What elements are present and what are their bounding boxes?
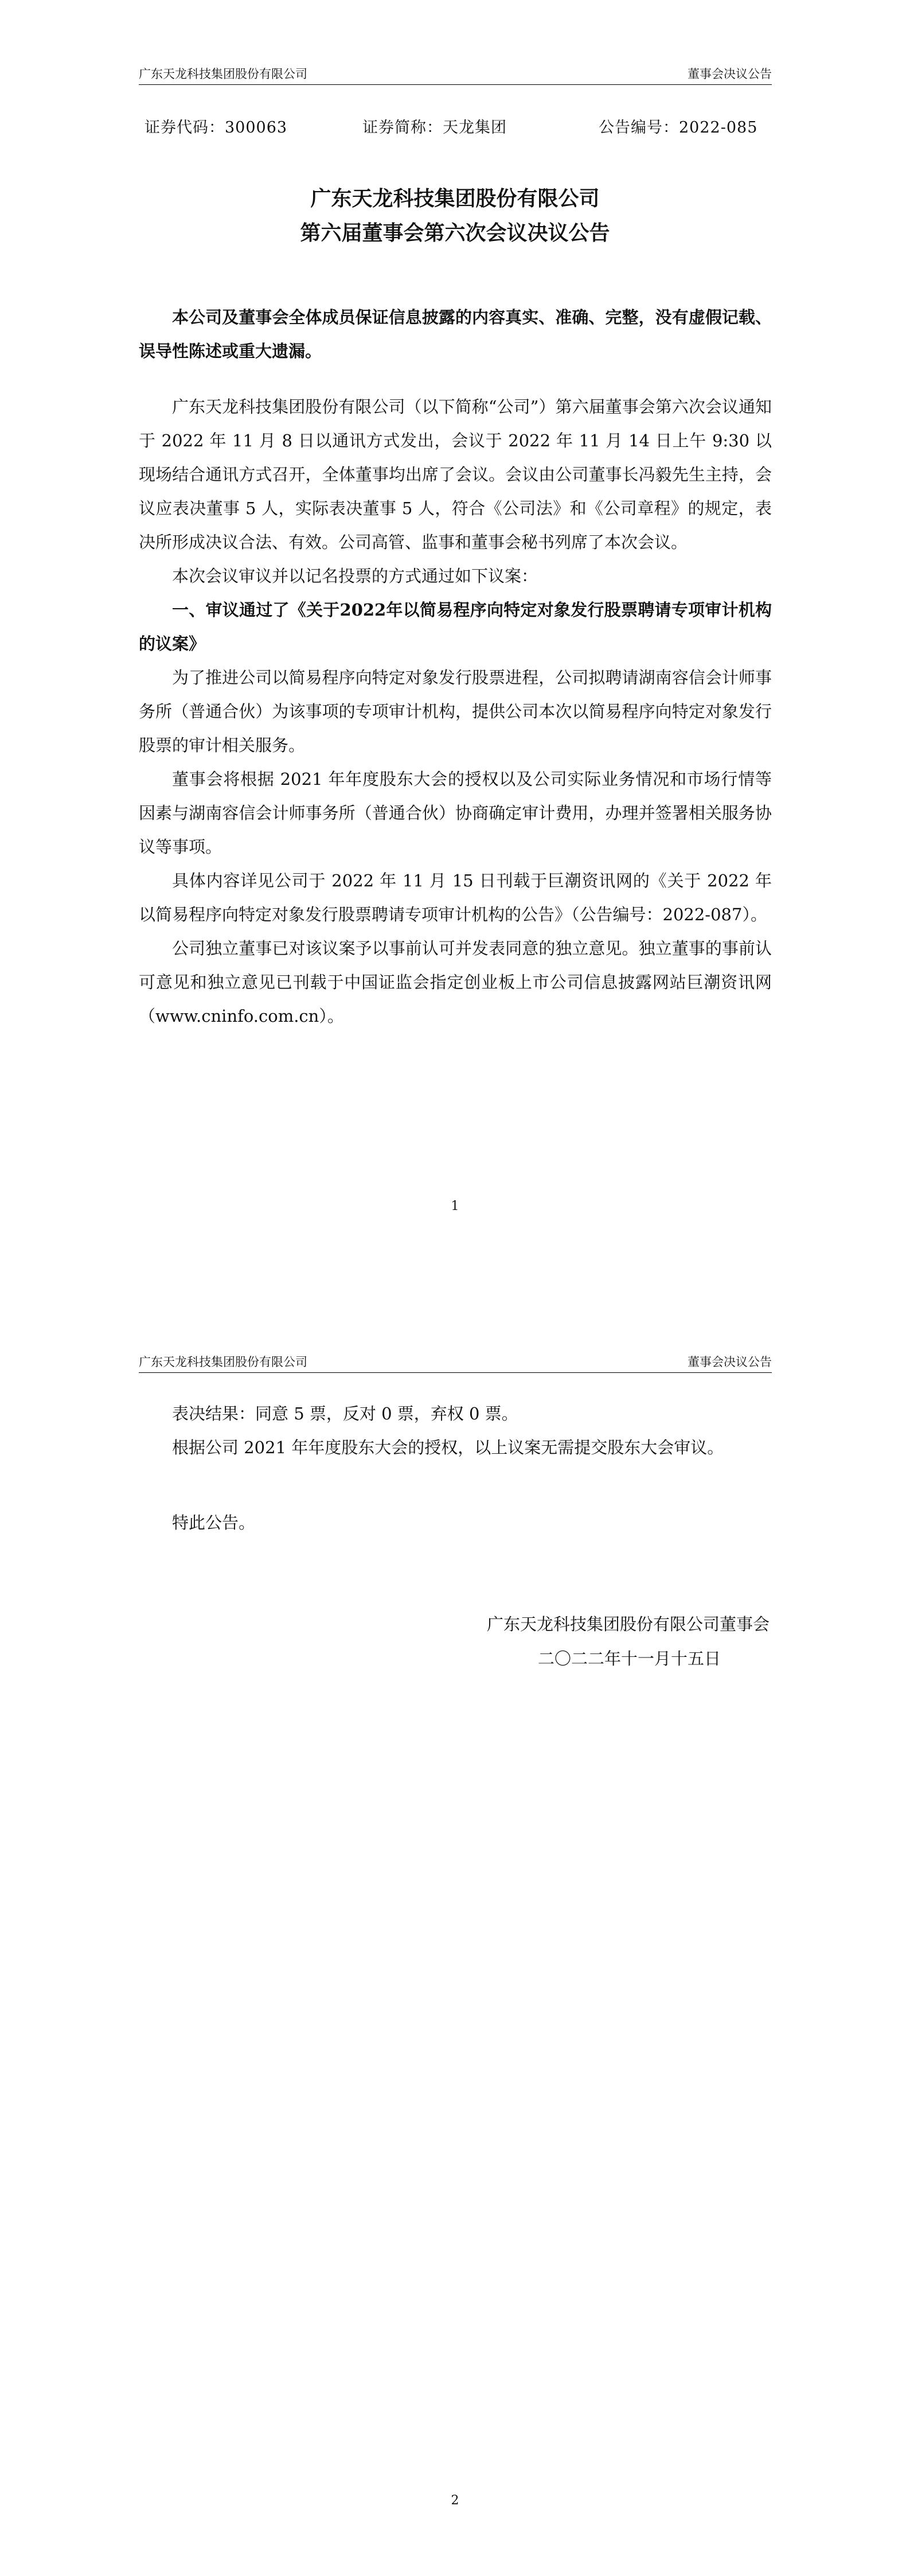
page-number-1: 1: [451, 1199, 459, 1213]
motion-paragraph-fees: 董事会将根据 2021 年年度股东大会的授权以及公司实际业务情况和市场行情等因素与湖南容信会计师事务所（普通合伙）协商确定审计费用，办理并签署相关服务协议等事项。: [139, 769, 772, 857]
closing-block: [139, 1506, 772, 1540]
authorization-note: 根据公司 2021 年年度股东大会的授权，以上议案无需提交股东大会审议。: [172, 1438, 724, 1457]
motion-title: 一、审议通过了《关于2022年以简易程序向特定对象发行股票聘请专项审计机构的议案》: [139, 600, 772, 653]
security-abbreviation: 证券简称：天龙集团: [362, 119, 507, 137]
motion-paragraph-independent-directors: 公司独立董事已对该议案予以事前认可并发表同意的独立意见。独立董事的事前认可意见和独立意见已刊载于中国证监会指定创业板上市公司信息披露网站巨潮资讯网（www.cninfo.com.cn）。: [139, 939, 772, 1026]
header-doc-type: 董事会决议公告: [688, 1355, 772, 1369]
closing-text: 特此公告。: [172, 1513, 256, 1532]
motion-paragraph-purpose: 为了推进公司以简易程序向特定对象发行股票进程，公司拟聘请湖南容信会计师事务所（普通合伙）为该事项的专项审计机构，提供公司本次以简易程序向特定对象发行股票的审计相关服务。: [139, 668, 772, 755]
security-code: 证券代码：300063: [144, 119, 288, 137]
signatory: 广东天龙科技集团股份有限公司董事会: [486, 1614, 770, 1634]
meeting-body: [139, 390, 772, 1033]
meeting-info-paragraph: 广东天龙科技集团股份有限公司（以下简称“公司”）第六届董事会第六次会议通知于 2022 年 11 月 8 日以通讯方式发出，会议于 2022 年 11 月 14 日上午 9:30 以现场结合通讯方式召开，全体董事均出席了会议。会议由公司董事长冯毅先生主持，会议应表决董事 5 人，实际表决董事 5 人，符合《公司法》和《公司章程》的规定，表决所形成决议合法、有效。公司高管、监事和董事会秘书列席了本次会议。: [139, 397, 772, 552]
page-number-2: 2: [451, 2493, 459, 2508]
header-company: 广东天龙科技集团股份有限公司: [139, 1355, 307, 1369]
voting-intro-paragraph: 本次会议审议并以记名投票的方式通过如下议案：: [172, 566, 538, 586]
running-header-2: [139, 1353, 772, 1373]
running-header: [139, 65, 772, 85]
motion-paragraph-reference: 具体内容详见公司于 2022 年 11 月 15 日刊载于巨潮资讯网的《关于 2022 年以简易程序向特定对象发行股票聘请专项审计机构的公告》（公告编号：2022-087）。: [139, 871, 772, 924]
announcement-number: 公告编号：2022-085: [599, 119, 758, 137]
header-company: 广东天龙科技集团股份有限公司: [139, 67, 307, 81]
disclosure-statement-block: [139, 301, 772, 368]
page2-body: [139, 1397, 772, 1465]
title-company: 广东天龙科技集团股份有限公司: [310, 186, 600, 211]
disclosure-statement: 本公司及董事会全体成员保证信息披露的内容真实、准确、完整，没有虚假记载、误导性陈述或重大遗漏。: [139, 308, 772, 361]
page-2: [0, 1288, 910, 2576]
sign-date: 二〇二二年十一月十五日: [537, 1649, 721, 1668]
title-announcement: 第六届董事会第六次会议决议公告: [300, 221, 610, 245]
header-doc-type: 董事会决议公告: [688, 67, 772, 81]
vote-result: 表决结果：同意 5 票，反对 0 票，弃权 0 票。: [172, 1404, 518, 1423]
